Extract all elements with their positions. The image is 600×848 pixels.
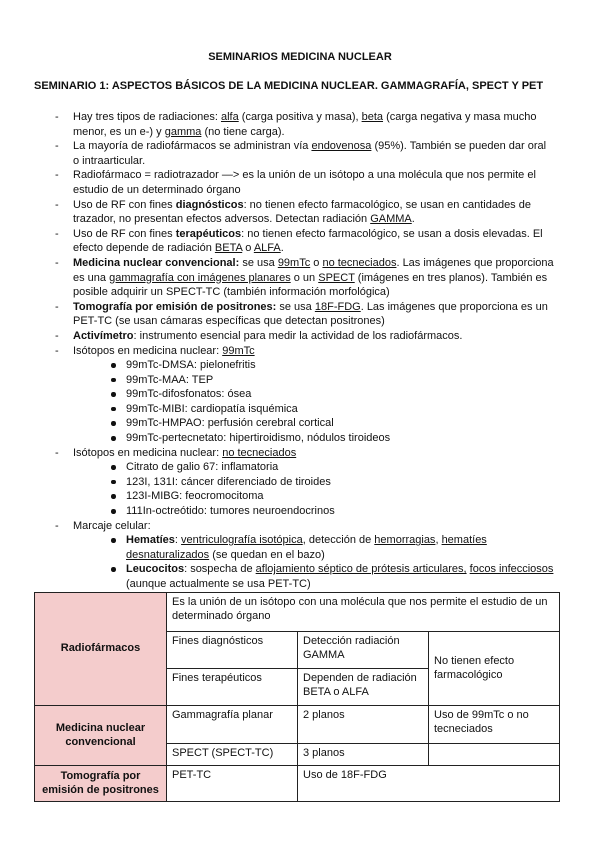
- cell-pet-uso: Uso de 18F-FDG: [298, 766, 560, 802]
- text: : sospecha de: [184, 563, 256, 576]
- sub-list: [73, 460, 555, 518]
- cell-radio-def: Es la unión de un isótopo con una molécula que nos permite el estudio de un determinado órgano: [167, 593, 560, 632]
- bold-text: terapéuticos: [175, 227, 242, 240]
- list-item: [55, 227, 555, 256]
- text: Uso de RF con fines: [73, 198, 176, 211]
- sub-list-item: [109, 402, 555, 417]
- text: 99mTc-difosfonatos: ósea: [126, 388, 252, 401]
- list-item: [55, 256, 555, 300]
- underlined-text: endovenosa: [311, 140, 372, 153]
- cell-pet-tc: PET-TC: [167, 766, 298, 802]
- document-title: SEMINARIOS MEDICINA NUCLEAR: [208, 51, 392, 63]
- underlined-text: 18F-FDG: [314, 300, 361, 313]
- list-item: [55, 519, 555, 592]
- text: 99mTc-DMSA: pielonefritis: [126, 359, 256, 372]
- text: 99mTc-MIBI: cardiopatía isquémica: [126, 402, 298, 415]
- text: 99mTc-pertecnetato: hipertiroidismo, nódulos tiroideos: [126, 432, 391, 445]
- sub-list-item: [109, 460, 555, 475]
- underlined-text: aflojamiento séptico de prótesis articulares,: [255, 563, 467, 576]
- sub-list-item: [109, 358, 555, 373]
- text: La mayoría de radiofármacos se administran vía: [73, 140, 312, 153]
- text: ,: [435, 534, 442, 547]
- cell-diag-det: Detección radiación GAMMA: [298, 632, 429, 669]
- row-header-mnc: Medicina nuclear convencional: [35, 706, 167, 766]
- text: se usa: [239, 256, 278, 269]
- sub-list-item: [109, 475, 555, 490]
- text: Marcaje celular:: [73, 519, 151, 532]
- text: o un: [290, 271, 319, 284]
- cell-spect-planos: 3 planos: [298, 744, 429, 766]
- text: (aunque actualmente se usa PET-TC): [126, 578, 311, 590]
- text: (95%). También se pueden dar oral o intraarticular.: [73, 140, 547, 167]
- underlined-text: alfa: [220, 111, 239, 123]
- sub-list-item: [109, 504, 555, 519]
- underlined-text: hemorragias: [374, 534, 436, 547]
- text: Citrato de galio 67: inflamatoria: [126, 461, 279, 474]
- underlined-text: BETA: [214, 242, 243, 255]
- underlined-text: no tecneciados: [222, 446, 297, 459]
- underlined-text: gamma: [164, 125, 202, 138]
- text: (imágenes en tres planos). También es posible adquirir un SPECT-TC (también información morfológica): [73, 271, 548, 299]
- underlined-text: gammagrafía con imágenes planares: [109, 271, 291, 284]
- list-item: [55, 344, 555, 446]
- underlined-text: beta: [361, 111, 384, 123]
- text: Isótopos en medicina nuclear:: [73, 446, 223, 459]
- sub-list: [73, 358, 555, 446]
- text: (carga positiva y masa),: [238, 111, 362, 123]
- row-header-pet: Tomografía por emisión de positrones: [35, 766, 167, 802]
- text: 111In-octreótido: tumores neuroendocrinos: [126, 505, 335, 518]
- underlined-text: no tecneciados: [322, 256, 397, 269]
- text: o: [242, 242, 254, 255]
- text: .: [411, 213, 415, 226]
- cell-diag: Fines diagnósticos: [167, 632, 298, 669]
- sub-list-item: [109, 387, 555, 402]
- text: . Las imágenes que proporciona es una: [73, 256, 554, 284]
- text: . Las imágenes que proporciona es un PET-TC (se usan cámaras específicas que detectan positrones): [73, 300, 548, 328]
- row-header-radiofarmacos: Radiofármacos: [35, 593, 167, 706]
- summary-table: [34, 592, 560, 802]
- text: .: [280, 242, 284, 255]
- section-heading: SEMINARIO 1: ASPECTOS BÁSICOS DE LA MEDICINA NUCLEAR. GAMMAGRAFÍA, SPECT Y PET: [34, 80, 544, 92]
- text: : no tienen efecto farmacológico, se usan en cantidades de trazador, no presentan efectos adversos. Detectan radiación: [73, 198, 531, 226]
- list-item: [55, 198, 555, 227]
- bold-text: Activímetro: [73, 329, 134, 342]
- text: , detección de: [302, 534, 375, 547]
- text: : no tienen efecto farmacológico, se usan a dosis elevadas. El efecto depende de radiación: [73, 227, 543, 255]
- bold-text: Hematíes: [126, 534, 175, 547]
- underlined-text: GAMMA: [370, 213, 412, 226]
- cell-gamma: Gammagrafía planar: [167, 706, 298, 744]
- list-item: [55, 446, 555, 519]
- underlined-text: ventriculografía isotópica: [181, 534, 303, 547]
- text: se usa: [276, 300, 315, 313]
- text: o: [310, 256, 323, 269]
- text: (se quedan en el bazo): [209, 548, 325, 561]
- text: : instrumento esencial para medir la actividad de los radiofármacos.: [133, 329, 463, 342]
- sub-list-item: [109, 416, 555, 431]
- underlined-text: 99mTc: [277, 256, 311, 269]
- text: (carga negativa y masa mucho menor, es un e-) y: [73, 111, 537, 138]
- text: Uso de RF con fines: [73, 227, 176, 240]
- underlined-text: SPECT: [318, 271, 355, 284]
- cell-no-efecto: No tienen efecto farmacológico: [429, 632, 560, 706]
- cell-terap-det: Dependen de radiación BETA o ALFA: [298, 669, 429, 706]
- text: Hay tres tipos de radiaciones:: [73, 111, 221, 123]
- sub-list-item: [109, 533, 555, 562]
- sub-list-item: [109, 489, 555, 504]
- text: Radiofármaco = radiotrazador —> es la unión de un isótopo a una molécula que nos permite el estudio de un determinado órgano: [73, 169, 536, 196]
- underlined-text: ALFA: [253, 242, 281, 255]
- sub-list-item: [109, 562, 555, 591]
- text: 99mTc-HMPAO: perfusión cerebral cortical: [126, 417, 334, 430]
- cell-terap: Fines terapéuticos: [167, 669, 298, 706]
- underlined-text: 99mTc: [222, 344, 255, 357]
- notes-list: [55, 110, 555, 592]
- list-item: [55, 110, 555, 139]
- text: 123I-MIBG: feocromocitoma: [126, 490, 264, 503]
- text: 123I, 131I: cáncer diferenciado de tiroides: [126, 475, 331, 488]
- text: (no tiene carga).: [201, 125, 285, 138]
- list-item: [55, 139, 555, 168]
- cell-gamma-planos: 2 planos: [298, 706, 429, 744]
- text: 99mTc-MAA: TEP: [126, 373, 214, 386]
- list-item: [55, 168, 555, 197]
- bold-text: Tomografía por emisión de positrones:: [73, 300, 277, 313]
- cell-uso-tc: Uso de 99mTc o no tecneciados: [429, 706, 560, 744]
- bold-text: Leucocitos: [126, 563, 185, 576]
- sub-list: [73, 533, 555, 591]
- underlined-text: focos infecciosos: [469, 563, 554, 576]
- cell-empty: [429, 744, 560, 766]
- sub-list-item: [109, 373, 555, 388]
- sub-list-item: [109, 431, 555, 446]
- bold-text: diagnósticos: [175, 198, 244, 211]
- cell-spect: SPECT (SPECT-TC): [167, 744, 298, 766]
- text: :: [174, 534, 182, 547]
- text: Isótopos en medicina nuclear:: [73, 344, 223, 357]
- list-item: [55, 300, 555, 329]
- underlined-text: hematíes desnaturalizados: [126, 534, 487, 561]
- list-item: [55, 329, 555, 344]
- bold-text: Medicina nuclear convencional:: [73, 256, 240, 269]
